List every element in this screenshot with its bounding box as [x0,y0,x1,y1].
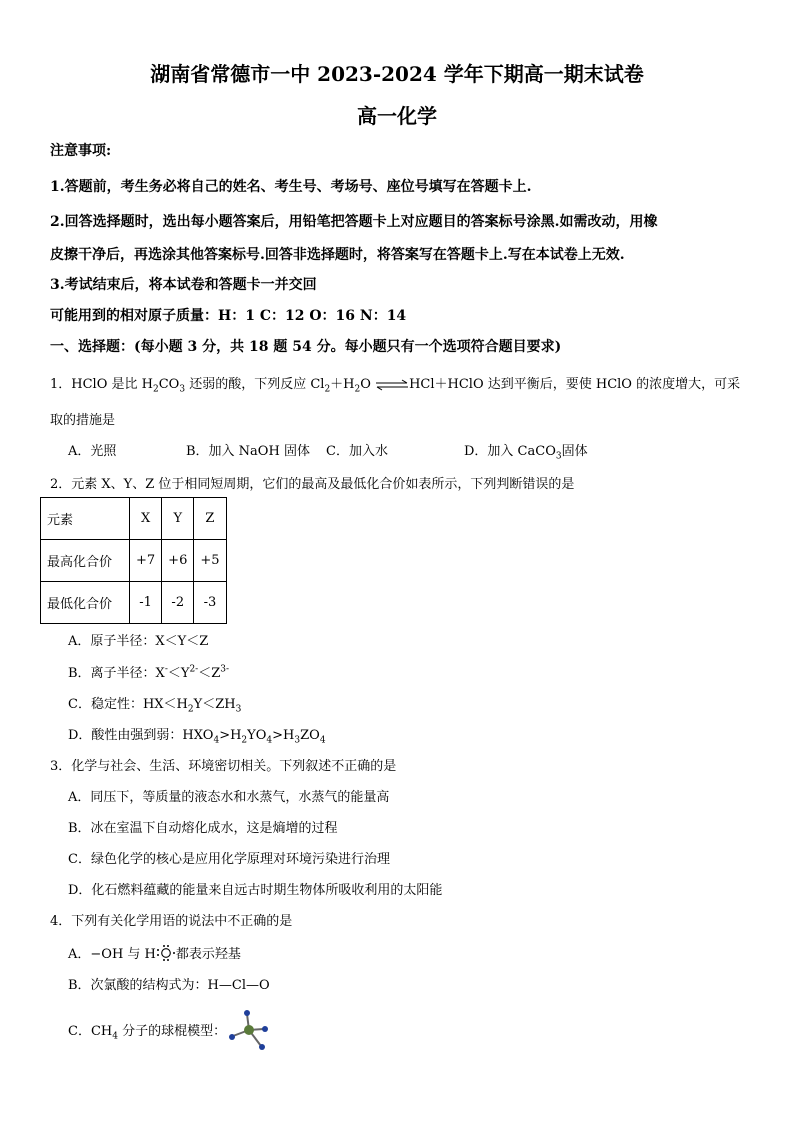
table-cell: +7 [130,540,162,582]
question-3-stem: 3．化学与社会、生活、环境密切相关。下列叙述不正确的是 [50,759,397,774]
option-1c[interactable]: C．加入水 [326,444,388,459]
subject-title: 高一化学 [357,104,437,128]
option-2a[interactable]: A．原子半径：X＜Y＜Z [68,634,209,649]
option-4c[interactable]: C．$CH_4$ 分子的球棍模型： [68,1024,227,1042]
table-row [41,540,227,582]
option-3d[interactable]: D．化石燃料蕴藏的能量来自远古时期生物体所吸收利用的太阳能 [68,883,443,898]
table-row [41,498,227,540]
table-header-cell: X [130,498,162,540]
valence-table [40,497,227,624]
option-1d[interactable]: D．加入 CaCO$_3$固体 [464,444,588,462]
table-cell: -3 [194,582,226,624]
notice-heading: 注意事项: [50,143,112,159]
option-3c[interactable]: C．绿色化学的核心是应用化学原理对环境污染进行治理 [68,852,390,867]
question-1-options [68,440,588,462]
section-1-heading: 一、选择题：(每小题 3 分，共 18 题 54 分。每小题只有一个选项符合题目要求) [50,339,562,355]
option-2c[interactable]: C．稳定性：$HX<H_2Y<ZH_3$ [68,697,242,715]
option-2b[interactable]: B．离子半径：$X^-<Y^{2-}<Z^{3-}$ [68,664,230,681]
table-header-cell: 元素 [41,498,130,540]
table-header-cell: Z [194,498,226,540]
notice-item-2-line-2: 皮擦干净后，再选涂其他答案标号.回答非选择题时，将答案写在答题卡上.写在本试卷上无效. [50,247,625,263]
option-1b[interactable]: B．加入 NaOH 固体 [186,444,310,459]
table-header-cell: Y [162,498,194,540]
notice-item-1: 1.答题前，考生务必将自己的姓名、考生号、考场号、座位号填写在答题卡上. [50,179,532,195]
hydroxyl-electron-dot-icon [156,944,176,962]
question-1-stem-line-2: 取的措施是 [50,413,116,428]
option-4a[interactable]: A．−OH 与 H 都表示羟基 [68,943,241,962]
option-4b[interactable]: B．次氯酸的结构式为：H—Cl—O [68,978,270,993]
option-3a[interactable]: A．同压下，等质量的液态水和水蒸气，水蒸气的能量高 [68,790,390,805]
option-1a[interactable]: A．光照 [68,444,117,459]
exam-title: 湖南省常德市一中 2023-2024 学年下期高一期末试卷 [150,62,644,86]
atomic-mass-line: 可能用到的相对原子质量：H：1 C：12 O：16 N：14 [50,308,407,324]
table-cell: +5 [194,540,226,582]
ch4-ball-stick-model-icon [227,1008,271,1054]
question-1-stem: 1．HClO 是比 $H_2CO_3$ 还弱的酸，下列反应 $Cl_2+H_2O$ HCl＋HClO 达到平衡后，要使 HClO 的浓度增大，可采 [50,377,741,395]
option-3b[interactable]: B．冰在室温下自动熔化成水，这是熵增的过程 [68,821,338,836]
equilibrium-arrow-icon [375,379,409,391]
table-cell: +6 [162,540,194,582]
table-cell: -1 [130,582,162,624]
question-2-stem: 2．元素 X、Y、Z 位于相同短周期，它们的最高及最低化合价如表所示，下列判断错误的是 [50,477,575,492]
table-cell: -2 [162,582,194,624]
table-row [41,582,227,624]
notice-item-3: 3.考试结束后，将本试卷和答题卡一并交回 [50,277,317,293]
option-2d[interactable]: D．酸性由强到弱：$HXO_4>H_2YO_4>H_3ZO_4$ [68,728,326,746]
table-cell: 最低化合价 [41,582,130,624]
table-cell: 最高化合价 [41,540,130,582]
notice-item-2-line-1: 2.回答选择题时，选出每小题答案后，用铅笔把答题卡上对应题目的答案标号涂黑.如需改动，用橡 [50,214,658,230]
question-4-stem: 4．下列有关化学用语的说法中不正确的是 [50,914,293,929]
